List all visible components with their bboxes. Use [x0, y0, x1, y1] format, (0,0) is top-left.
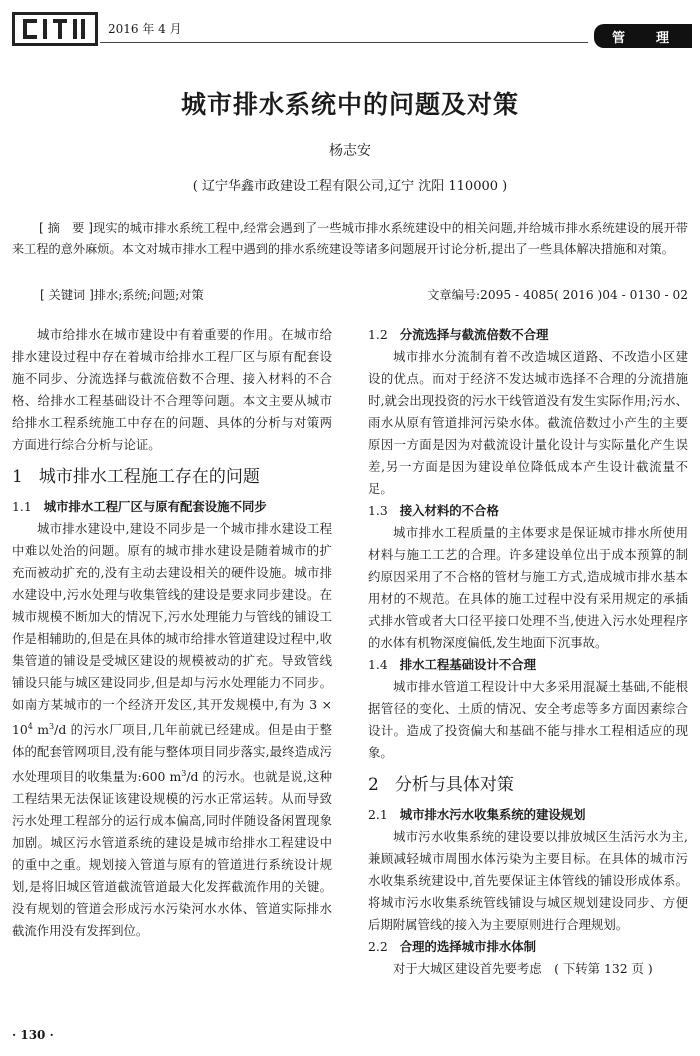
section-1-2-title: 分流选择与截流倍数不合理	[399, 327, 549, 342]
p11-part-d: /d 的污水。也就是说,这种工程结果无法保证该建设规模的污水正常运转。从而导致污水处理工程部分的运行成本偏高,同时伴随设备闲置现象加剧。城区污水管道系统的建设是城市给排水工程建设中的重中之重。规划接入管道与原有的管道进行系统设计规划,是将旧城区管道截流管道最大化发挥截流作用的关键。没有规划的管道会形成污水污染河水水体、管道实际排水截流作用没有发挥到位。	[12, 769, 332, 939]
section-2-2-title: 合理的选择城市排水体制	[399, 939, 537, 954]
section-1-1-paragraph	[12, 518, 332, 942]
section-2-1-title: 城市排水污水收集系统的建设规划	[399, 807, 586, 822]
intro-paragraph: 城市给排水在城市建设中有着重要的作用。在城市给排水建设过程中存在着城市给排水工程厂区与原有配套设施不同步、分流选择与截流倍数不合理、接入材料的不合格、给排水工程基础设计不合理等问题。本文主要从城市给排水工程系统施工中存在的问题、具体的分析与对策两方面进行综合分析与论证。	[12, 327, 332, 452]
section-2-2-number: 2.2	[368, 939, 388, 954]
section-1-3-number: 1.3	[368, 503, 388, 518]
section-1-title: 城市排水工程施工存在的问题	[38, 467, 260, 487]
p11-sup-1: 4	[27, 722, 33, 731]
abstract-label: [ 摘 要 ]	[39, 221, 94, 235]
section-1-3-paragraph: 城市排水工程质量的主体要求是保证城市排水所使用材料与施工工艺的合理。许多建设单位出于成本预算的制约原因采用了不合格的管材与施工方式,造成城市排水基本用材的不规范。在具体的施工过程中没有采用规定的承插式排水管或者大口径平接口处理不当,使进入污水处理程序的水体有机物深度偏低,发生地面下沉事故。	[368, 525, 688, 650]
section-1-4-title: 排水工程基础设计不合理	[399, 657, 537, 672]
section-2-heading	[368, 772, 688, 798]
abstract	[12, 218, 688, 260]
keywords-label: [ 关键词 ]	[40, 288, 94, 302]
section-2-title: 分析与具体对策	[394, 775, 514, 795]
section-1-heading	[12, 464, 332, 490]
article-author: 杨志安	[329, 143, 371, 159]
p11-part-b: m	[32, 722, 50, 738]
section-1-number: 1	[12, 467, 23, 487]
section-tag-char-2: 理	[656, 31, 670, 46]
article-number: 文章编号:2095 - 4085( 2016 )04 - 0130 - 02	[427, 288, 688, 302]
section-1-4-number: 1.4	[368, 657, 388, 672]
p11-sup-3: 3	[181, 769, 187, 779]
section-2-1-paragraph: 城市污水收集系统的建设要以排放城区生活污水为主,兼顾减轻城市周围水体污染为主要目标。在具体的城市污水收集系统建设中,首先要保证主体管线的铺设形成体系。将城市污水收集系统管线铺设与城区规划建设同步、方便后期附属管线的接入为主要原则进行合理规划。	[368, 829, 688, 932]
issue-date: 2016 年 4 月	[108, 22, 182, 36]
right-column	[368, 324, 688, 980]
section-1-2-paragraph: 城市排水分流制有着不改造城区道路、不改造小区建设的优点。而对于经济不发达城市选择不合理的分流措施时,就会出现投资的污水干线管道没有发生实际作用;污水、雨水从原有管道排河污染水体。截流倍数过小产生的主要原因一方面是因为对截流设计量化设计与实际量化产生误差,另一方面是因为建设单位降低成本产生设计截流量不足。	[368, 349, 688, 496]
section-1-1-heading	[12, 496, 332, 518]
section-2-1-number: 2.1	[368, 807, 388, 822]
page-number: · 130 ·	[12, 1028, 54, 1042]
section-2-2-paragraph: 对于大城区建设首先要考虑 ( 下转第 132 页 )	[393, 961, 653, 976]
author-affiliation: ( 辽宁华鑫市政建设工程有限公司,辽宁 沈阳 110000 )	[192, 179, 508, 194]
section-1-1-title: 城市排水工程厂区与原有配套设施不同步	[43, 499, 267, 514]
article-title: 城市排水系统中的问题及对策	[180, 90, 519, 119]
abstract-text: 现实的城市排水系统工程中,经常会遇到了一些城市排水系统建设中的相关问题,并给城市排水系统建设的展开带来工程的意外麻烦。本文对城市排水工程中遇到的排水系统建设等诸多问题展开讨论分析,提出了一些具体解决措施和对策。	[12, 221, 688, 256]
p11-part-c: /d 的污水厂项目,几年前就已经建成。但是由于整体的配套管网项目,没有能与整体项目同步落实,最终造成污水处理项目的收集量为:600 m	[12, 722, 332, 785]
p11-part-a: 城市排水建设中,建设不同步是一个城市排水建设工程中难以处治的问题。原有的城市排水建设是随着城市的扩充而被动扩充的,没有主动去建设相关的硬件设施。城市排水建设中,污水处理与收集管线的建设是要求同步建设。在城市规模不断加大的情况下,污水处理能力与管线的铺设工作是相辅助的,但是在具体的城市给排水管道建设过程中,收集管道的铺设是受城区建设的规模被动的扩充。导致管线铺设只能与城区建设同步,但是却与污水处理能力不同步。如南方某城市的一个经济开发区,其开发规模中,有为 3 × 10	[12, 521, 332, 738]
section-2-1-heading	[368, 804, 688, 826]
section-1-2-number: 1.2	[368, 327, 388, 342]
section-1-1-number: 1.1	[12, 499, 32, 514]
section-2-2-heading	[368, 936, 688, 958]
header-rule	[100, 42, 588, 43]
section-1-4-paragraph: 城市排水管道工程设计中大多采用混凝土基础,不能根据管径的变化、土质的情况、安全考虑等多方面因素综合设计。造成了投资偏大和基础不能与排水工程相适应的现象。	[368, 679, 688, 760]
p11-sup-2: 3	[49, 722, 55, 731]
section-tag	[594, 24, 692, 48]
section-1-3-heading	[368, 500, 688, 522]
journal-logo	[12, 12, 98, 46]
keywords	[40, 286, 204, 303]
section-2-number: 2	[368, 775, 379, 795]
left-column	[12, 324, 332, 942]
page-header	[0, 0, 700, 52]
section-1-3-title: 接入材料的不合格	[399, 503, 499, 518]
section-tag-char-1: 管	[612, 31, 626, 46]
keywords-text: 排水;系统;问题;对策	[93, 288, 204, 302]
section-1-2-heading	[368, 324, 688, 346]
section-1-4-heading	[368, 654, 688, 676]
